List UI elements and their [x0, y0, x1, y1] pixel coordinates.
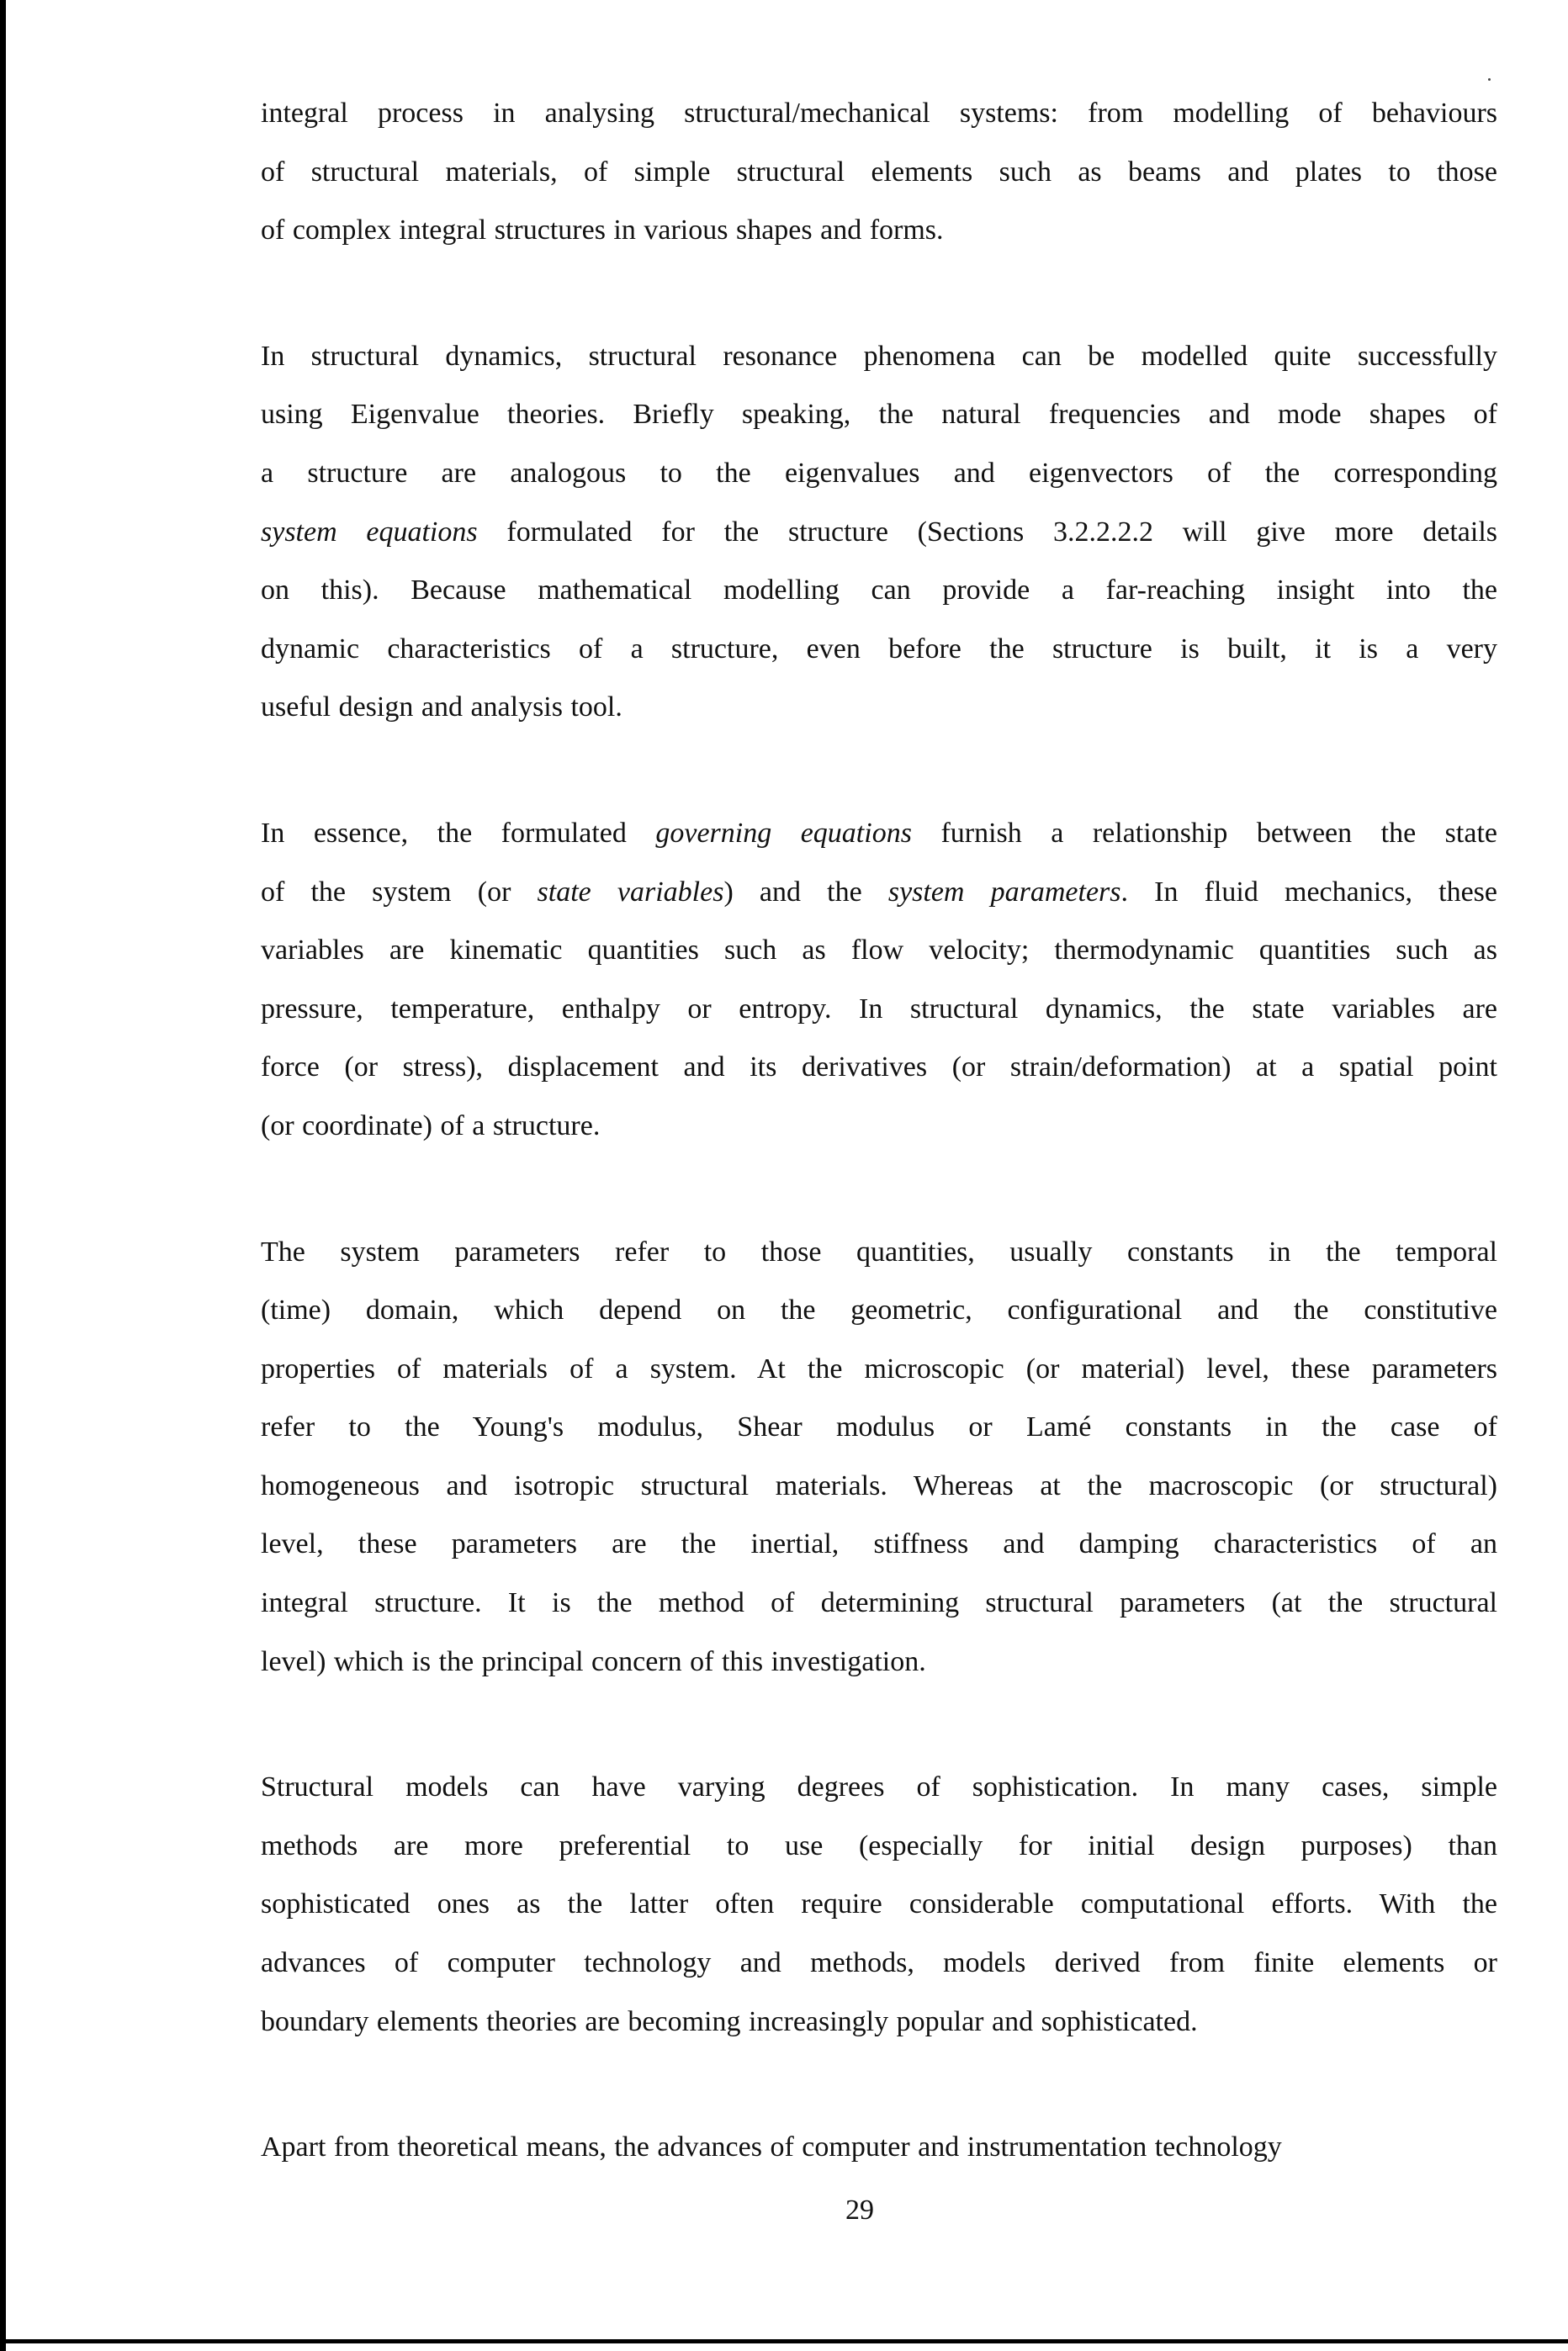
text-line — [261, 1934, 1497, 1993]
text-line — [261, 444, 1497, 503]
text-run: . In fluid mechanics, these — [1120, 876, 1497, 908]
page-border-left — [0, 0, 6, 2351]
text-line — [261, 678, 1497, 737]
paragraph — [261, 327, 1497, 737]
text-line — [261, 1817, 1497, 1876]
paragraph — [261, 804, 1497, 1156]
text-run: force (or stress), displacement and its derivatives (or strain/deformation) at a spatial point — [261, 1051, 1497, 1083]
text-run: variables are kinematic quantities such as flow velocity; thermodynamic quantities such as — [261, 935, 1497, 966]
text-run: (or coordinate) of a structure. — [261, 1109, 601, 1141]
paragraph — [261, 84, 1497, 260]
text-line — [261, 1457, 1497, 1516]
text-line — [261, 1633, 1497, 1692]
italic-term: governing equations — [655, 817, 912, 849]
text-run: level) which is the principal concern of this investigation. — [261, 1645, 926, 1677]
text-line — [261, 143, 1497, 202]
text-line — [261, 1993, 1497, 2052]
paragraph — [261, 1223, 1497, 1692]
text-line — [261, 1281, 1497, 1340]
text-run: on this). Because mathematical modelling can provide a far-reaching insight into the — [261, 575, 1497, 606]
text-line — [261, 1515, 1497, 1574]
page-number: 29 — [845, 2195, 874, 2226]
text-run: boundary elements theories are becoming increasingly popular and sophisticated. — [261, 2005, 1198, 2037]
text-run: pressure, temperature, enthalpy or entropy. In structural dynamics, the state variables are — [261, 993, 1497, 1025]
text-run: In essence, the formulated — [261, 817, 656, 849]
text-run: refer to the Young's modulus, Shear modulus or Lamé constants in the case of — [261, 1411, 1497, 1443]
page-body — [261, 84, 1497, 2236]
text-run: sophisticated ones as the latter often require considerable computational efforts. With the — [261, 1888, 1497, 1920]
paragraph — [261, 1758, 1497, 2051]
text-run: formulated for the structure (Sections 3.2.2.2.2 will give more details — [477, 516, 1498, 548]
text-line — [261, 804, 1497, 863]
text-line — [261, 1758, 1497, 1817]
text-line — [261, 980, 1497, 1039]
text-line — [261, 201, 1497, 260]
text-run: The system parameters refer to those quantities, usually constants in the temporal — [261, 1236, 1497, 1268]
text-run: ) and the — [723, 876, 888, 908]
text-run: integral structure. It is the method of determining structural parameters (at the structural — [261, 1587, 1497, 1619]
text-run: dynamic characteristics of a structure, even before the structure is built, it is a very — [261, 633, 1497, 665]
text-line — [261, 863, 1497, 922]
text-run: of the system (or — [261, 876, 538, 908]
text-run: Apart from theoretical means, the advances of computer and instrumentation technology — [261, 2131, 1282, 2163]
text-run: useful design and analysis tool. — [261, 691, 622, 723]
text-line — [261, 1340, 1497, 1399]
text-line — [261, 1097, 1497, 1156]
italic-term: state variables — [537, 876, 724, 908]
text-line — [261, 1223, 1497, 1282]
text-line — [261, 561, 1497, 620]
text-run: advances of computer technology and methods, models derived from finite elements or — [261, 1947, 1497, 1979]
text-line — [261, 1574, 1497, 1633]
text-run: In structural dynamics, structural resonance phenomena can be modelled quite successfully — [261, 340, 1497, 372]
text-line — [261, 921, 1497, 980]
text-run: a structure are analogous to the eigenvalues and eigenvectors of the corresponding — [261, 457, 1497, 489]
text-line — [261, 327, 1497, 386]
text-run: integral process in analysing structural/mechanical systems: from modelling of behaviours — [261, 98, 1497, 129]
scan-speck — [1488, 78, 1491, 81]
italic-term: system parameters — [887, 876, 1121, 908]
text-run: Structural models can have varying degrees of sophistication. In many cases, simple — [261, 1771, 1497, 1803]
text-run: furnish a relationship between the state — [911, 817, 1497, 849]
italic-term: system equations — [261, 516, 478, 548]
text-run: homogeneous and isotropic structural materials. Whereas at the macroscopic (or structural) — [261, 1469, 1497, 1501]
text-run: properties of materials of a system. At the microscopic (or material) level, these parameters — [261, 1353, 1497, 1385]
text-run: of structural materials, of simple structural elements such as beams and plates to those — [261, 156, 1497, 188]
text-line — [261, 84, 1497, 143]
text-line — [261, 503, 1497, 562]
text-line — [261, 2118, 1497, 2177]
text-line — [261, 1875, 1497, 1934]
text-run: using Eigenvalue theories. Briefly speaking, the natural frequencies and mode shapes of — [261, 399, 1497, 431]
text-run: level, these parameters are the inertial, stiffness and damping characteristics of an — [261, 1528, 1497, 1560]
text-line — [261, 1398, 1497, 1457]
text-line — [261, 620, 1497, 679]
text-run: methods are more preferential to use (especially for initial design purposes) than — [261, 1829, 1497, 1861]
text-run: (time) domain, which depend on the geometric, configurational and the constitutive — [261, 1295, 1497, 1326]
page-border-bottom — [0, 2339, 1568, 2343]
text-line — [261, 1038, 1497, 1097]
paragraph — [261, 2118, 1497, 2177]
text-line — [261, 385, 1497, 444]
text-run: of complex integral structures in various shapes and forms. — [261, 214, 944, 246]
